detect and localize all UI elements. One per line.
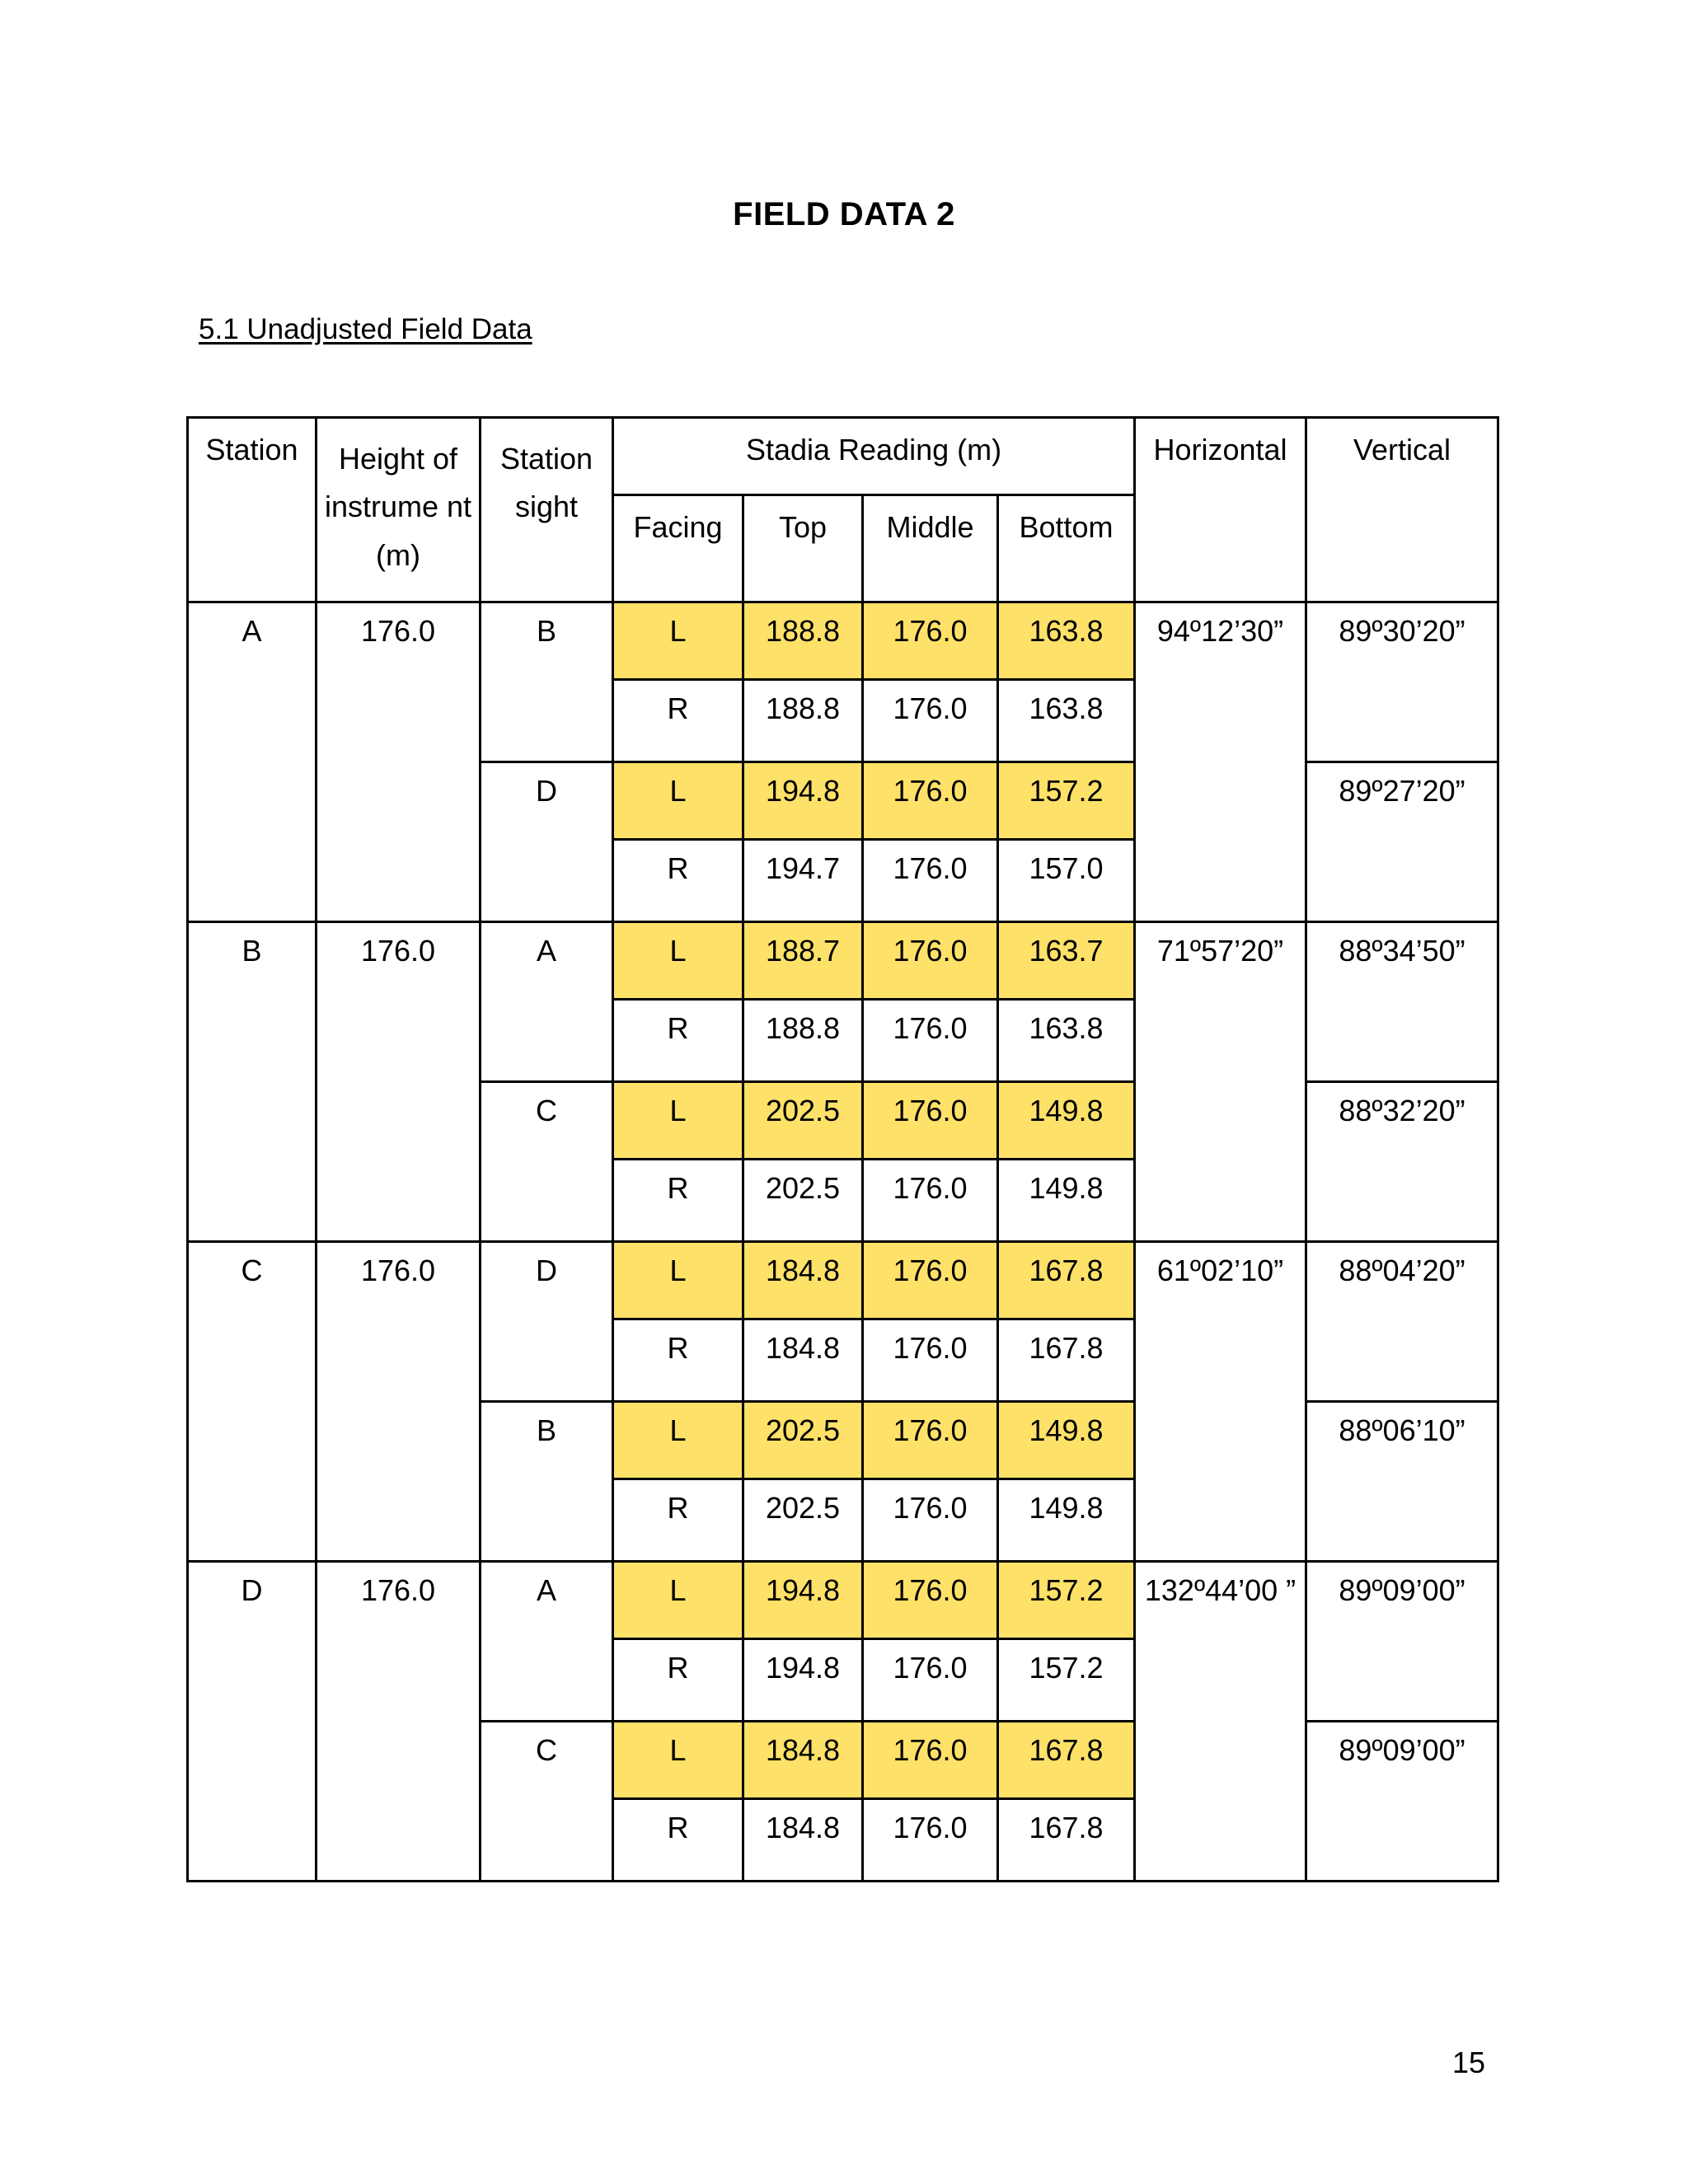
bottom-cell: 167.8 bbox=[998, 1799, 1135, 1882]
top-cell: 188.7 bbox=[743, 922, 863, 1000]
sight-cell: B bbox=[481, 602, 613, 762]
vertical-angle-cell: 89º09’00” bbox=[1306, 1562, 1498, 1722]
top-cell: 194.7 bbox=[743, 840, 863, 922]
middle-cell: 176.0 bbox=[863, 922, 998, 1000]
facing-cell: R bbox=[613, 1639, 743, 1722]
bottom-cell: 157.2 bbox=[998, 762, 1135, 840]
facing-cell: L bbox=[613, 1082, 743, 1160]
bottom-cell: 163.8 bbox=[998, 602, 1135, 680]
section-heading: 5.1 Unadjusted Field Data bbox=[199, 313, 532, 345]
page-title: FIELD DATA 2 bbox=[733, 196, 955, 232]
header-middle: Middle bbox=[863, 495, 998, 602]
middle-cell: 176.0 bbox=[863, 1082, 998, 1160]
header-bottom: Bottom bbox=[998, 495, 1135, 602]
sight-cell: D bbox=[481, 1242, 613, 1402]
table-body bbox=[188, 602, 1498, 1882]
top-cell: 188.8 bbox=[743, 602, 863, 680]
top-cell: 188.8 bbox=[743, 680, 863, 762]
middle-cell: 176.0 bbox=[863, 1639, 998, 1722]
middle-cell: 176.0 bbox=[863, 680, 998, 762]
facing-cell: R bbox=[613, 1799, 743, 1882]
header-facing: Facing bbox=[613, 495, 743, 602]
vertical-angle-cell: 88º06’10” bbox=[1306, 1402, 1498, 1562]
header-station-sight: Station sight bbox=[481, 418, 613, 602]
height-cell: 176.0 bbox=[316, 602, 481, 922]
field-data-table bbox=[186, 416, 1499, 1882]
sight-cell: B bbox=[481, 1402, 613, 1562]
sight-cell: C bbox=[481, 1082, 613, 1242]
middle-cell: 176.0 bbox=[863, 602, 998, 680]
header-station: Station bbox=[188, 418, 316, 602]
table-row bbox=[188, 1562, 1498, 1639]
bottom-cell: 163.7 bbox=[998, 922, 1135, 1000]
facing-cell: L bbox=[613, 602, 743, 680]
facing-cell: R bbox=[613, 840, 743, 922]
header-stadia-reading: Stadia Reading (m) bbox=[613, 418, 1135, 495]
top-cell: 202.5 bbox=[743, 1082, 863, 1160]
vertical-angle-cell: 89º09’00” bbox=[1306, 1722, 1498, 1882]
top-cell: 194.8 bbox=[743, 762, 863, 840]
facing-cell: L bbox=[613, 1562, 743, 1639]
bottom-cell: 157.0 bbox=[998, 840, 1135, 922]
horizontal-angle-cell: 71º57’20” bbox=[1135, 922, 1306, 1242]
middle-cell: 176.0 bbox=[863, 1160, 998, 1242]
height-cell: 176.0 bbox=[316, 1562, 481, 1882]
top-cell: 184.8 bbox=[743, 1722, 863, 1799]
sight-cell: A bbox=[481, 922, 613, 1082]
middle-cell: 176.0 bbox=[863, 1479, 998, 1562]
vertical-angle-cell: 88º04’20” bbox=[1306, 1242, 1498, 1402]
middle-cell: 176.0 bbox=[863, 1000, 998, 1082]
top-cell: 188.8 bbox=[743, 1000, 863, 1082]
top-cell: 202.5 bbox=[743, 1402, 863, 1479]
bottom-cell: 167.8 bbox=[998, 1319, 1135, 1402]
top-cell: 202.5 bbox=[743, 1479, 863, 1562]
vertical-angle-cell: 88º34’50” bbox=[1306, 922, 1498, 1082]
facing-cell: L bbox=[613, 762, 743, 840]
bottom-cell: 149.8 bbox=[998, 1402, 1135, 1479]
top-cell: 194.8 bbox=[743, 1639, 863, 1722]
station-cell: B bbox=[188, 922, 316, 1242]
facing-cell: R bbox=[613, 1160, 743, 1242]
vertical-angle-cell: 89º27’20” bbox=[1306, 762, 1498, 922]
facing-cell: L bbox=[613, 1242, 743, 1319]
bottom-cell: 149.8 bbox=[998, 1082, 1135, 1160]
page-number: 15 bbox=[1452, 2046, 1486, 2079]
table-row bbox=[188, 922, 1498, 1000]
sight-cell: D bbox=[481, 762, 613, 922]
middle-cell: 176.0 bbox=[863, 1319, 998, 1402]
middle-cell: 176.0 bbox=[863, 762, 998, 840]
middle-cell: 176.0 bbox=[863, 840, 998, 922]
middle-cell: 176.0 bbox=[863, 1562, 998, 1639]
sight-cell: A bbox=[481, 1562, 613, 1722]
top-cell: 184.8 bbox=[743, 1242, 863, 1319]
facing-cell: L bbox=[613, 1722, 743, 1799]
facing-cell: L bbox=[613, 1402, 743, 1479]
horizontal-angle-cell: 94º12’30” bbox=[1135, 602, 1306, 922]
vertical-angle-cell: 88º32’20” bbox=[1306, 1082, 1498, 1242]
facing-cell: R bbox=[613, 1319, 743, 1402]
header-height-of-instrument: Height of instrume nt (m) bbox=[316, 418, 481, 602]
facing-cell: R bbox=[613, 1000, 743, 1082]
middle-cell: 176.0 bbox=[863, 1242, 998, 1319]
height-cell: 176.0 bbox=[316, 922, 481, 1242]
top-cell: 194.8 bbox=[743, 1562, 863, 1639]
vertical-angle-cell: 89º30’20” bbox=[1306, 602, 1498, 762]
bottom-cell: 163.8 bbox=[998, 1000, 1135, 1082]
facing-cell: L bbox=[613, 922, 743, 1000]
middle-cell: 176.0 bbox=[863, 1722, 998, 1799]
middle-cell: 176.0 bbox=[863, 1799, 998, 1882]
station-cell: D bbox=[188, 1562, 316, 1882]
horizontal-angle-cell: 61º02’10” bbox=[1135, 1242, 1306, 1562]
height-cell: 176.0 bbox=[316, 1242, 481, 1562]
header-top: Top bbox=[743, 495, 863, 602]
horizontal-angle-cell: 132º44’00 ” bbox=[1135, 1562, 1306, 1882]
station-cell: A bbox=[188, 602, 316, 922]
facing-cell: R bbox=[613, 1479, 743, 1562]
bottom-cell: 157.2 bbox=[998, 1562, 1135, 1639]
sight-cell: C bbox=[481, 1722, 613, 1882]
top-cell: 184.8 bbox=[743, 1319, 863, 1402]
header-horizontal: Horizontal bbox=[1135, 418, 1306, 602]
bottom-cell: 167.8 bbox=[998, 1722, 1135, 1799]
bottom-cell: 157.2 bbox=[998, 1639, 1135, 1722]
bottom-cell: 149.8 bbox=[998, 1479, 1135, 1562]
middle-cell: 176.0 bbox=[863, 1402, 998, 1479]
station-cell: C bbox=[188, 1242, 316, 1562]
header-vertical: Vertical bbox=[1306, 418, 1498, 602]
facing-cell: R bbox=[613, 680, 743, 762]
top-cell: 202.5 bbox=[743, 1160, 863, 1242]
bottom-cell: 163.8 bbox=[998, 680, 1135, 762]
bottom-cell: 149.8 bbox=[998, 1160, 1135, 1242]
top-cell: 184.8 bbox=[743, 1799, 863, 1882]
table-row bbox=[188, 602, 1498, 680]
bottom-cell: 167.8 bbox=[998, 1242, 1135, 1319]
table-row bbox=[188, 1242, 1498, 1319]
